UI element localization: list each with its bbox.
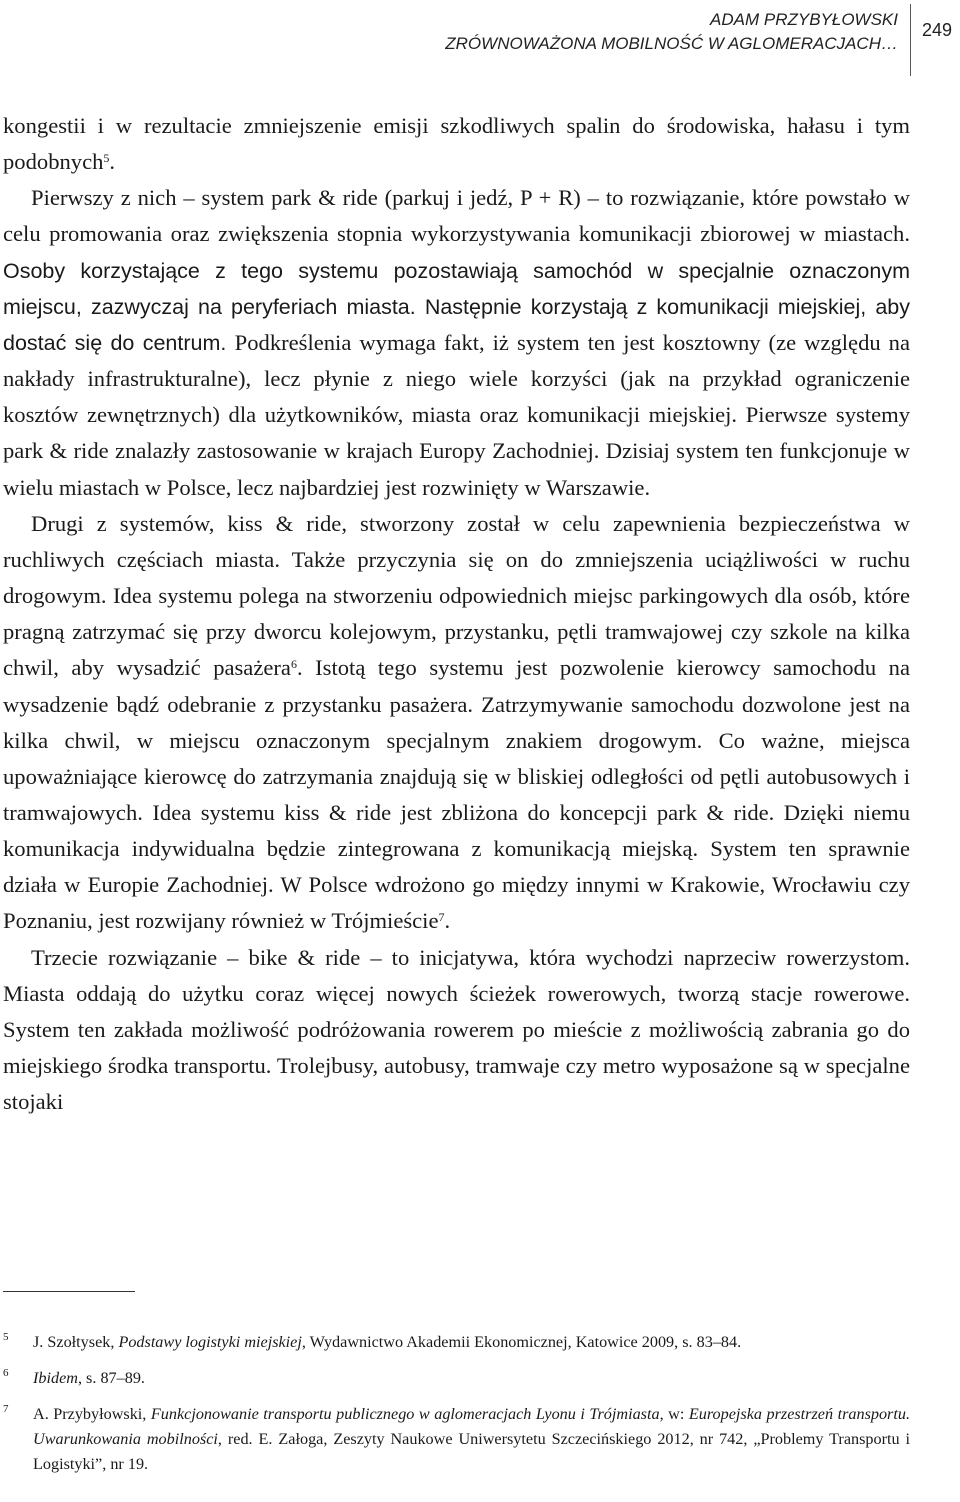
footnote-ref-7: 7: [438, 910, 445, 925]
footnote-7: [3, 1402, 910, 1477]
paragraph-1: [3, 108, 910, 180]
footnote-text: A. Przybyłowski,: [33, 1405, 151, 1423]
footnotes: [3, 1330, 910, 1488]
footnote-text: , s. 87–89.: [77, 1369, 145, 1387]
paragraph-3-text-b: . Istotą tego systemu jest pozwolenie kierowcy samochodu na wysadzenie bądź odebranie z przystanku pasażera. Zatrzymywanie samochodu dozwolone jest na kilka chwil, w miejscu oznaczonym specjalnym znakiem drogowym. Co ważne, miejsca upoważniające kierowcę do zatrzymania znajdują się w bliskiej odległości od pętli autobusowych i tramwajowych. Idea systemu kiss & ride jest zbliżona do koncepcji park & ride. Dzięki niemu komunikacja indywidualna będzie zintegrowana z komunikacją miejską. System ten sprawnie działa w Europie Zachodniej. W Polsce wdrożono go między innymi w Krakowie, Wrocławiu czy Poznaniu, jest rozwijany również w Trójmieście: [3, 655, 910, 934]
paragraph-2-text-b: Osoby korzystające z tego systemu pozostawiają samochód w specjalnie oznaczonym miejscu, zazwyczaj na peryferiach miasta. Następnie korzystają z komunikacji miejskiej, aby dostać się do centrum.: [3, 258, 910, 355]
footnote-number: 7: [3, 1403, 9, 1415]
footnote-title: Podstawy logistyki miejskiej: [118, 1333, 302, 1351]
footnote-ref-5: 5: [103, 151, 110, 166]
footnote-6: [3, 1366, 910, 1391]
paragraph-1-end: .: [109, 149, 116, 175]
footnote-title: Funkcjonowanie transportu publicznego w aglomeracjach Lyonu i Trójmiasta: [150, 1405, 660, 1423]
footnote-number: 6: [3, 1367, 9, 1379]
footnote-title: Europejska przestrzeń transportu. Uwarunkowania mobilności: [33, 1405, 910, 1448]
paragraph-3-text-a: Drugi z systemów, kiss & ride, stworzony został w celu zapewnienia bezpieczeństwa w ruchliwych częściach miasta. Także przyczynia się on do zmniejszenia uciążliwości w ruchu drogowym. Idea systemu polega na stworzeniu odpowiednich miejsc parkingowych dla osób, które pragną zatrzymać się przy dworcu kolejowym, przystanku, pętli tramwajowej czy szkole na kilka chwil, aby wysadzić pasażera: [3, 510, 910, 681]
paragraph-4-text: Trzecie rozwiązanie – bike & ride – to inicjatywa, która wychodzi naprzeciw rowerzystom. Miasta oddają do użytku coraz więcej nowych ścieżek rowerowych, tworzą stacje rowerowe. System ten zakłada możliwość podróżowania rowerem po mieście z możliwością zabrania go do miejskiego środka transportu. Trolejbusy, autobusy, tramwaje czy metro wyposażone są w specjalne stojaki: [3, 944, 910, 1115]
paragraph-1-text: kongestii i w rezultacie zmniejszenie emisji szkodliwych spalin do środowiska, hałasu i tym podobnych: [3, 113, 910, 175]
paragraph-3-text-c: .: [444, 908, 451, 934]
footnote-5: [3, 1330, 910, 1355]
paragraph-3: [3, 506, 910, 940]
footnote-text: , Wydawnictwo Akademii Ekonomicznej, Katowice 2009, s. 83–84.: [301, 1333, 742, 1351]
running-header: [445, 8, 898, 56]
footnote-text: , w:: [659, 1405, 689, 1423]
footnote-title: Ibidem: [33, 1369, 78, 1387]
footnote-text: , red. E. Załoga, Zeszyty Naukowe Uniwersytetu Szczecińskiego 2012, nr 742, „Problemy Transportu i Logistyki”, nr 19.: [33, 1430, 911, 1473]
page-number: 249: [922, 20, 953, 40]
footnote-ref-6: 6: [290, 657, 297, 672]
footnote-separator: [3, 1291, 135, 1292]
paragraph-2-text-a: Pierwszy z nich – system park & ride (parkuj i jedź, P + R) – to rozwiązanie, które powstało w celu promowania oraz zwiększenia stopnia wykorzystywania komunikacji zbiorowej w miastach.: [3, 185, 910, 247]
header-author: ADAM PRZYBYŁOWSKI: [710, 10, 898, 29]
paragraph-2-text-c: Podkreślenia wymaga fakt, iż system ten jest kosztowny (ze względu na nakłady infrastrukturalne), lecz płynie z niego wiele korzyści (jak na przykład ograniczenie kosztów zewnętrznych) dla użytkowników, miasta oraz komunikacji miejskiej.: [3, 329, 910, 428]
footnote-number: 5: [3, 1331, 9, 1343]
paragraph-2: [3, 180, 910, 505]
header-title: ZRÓWNOWAŻONA MOBILNOŚĆ W AGLOMERACJACH…: [445, 34, 898, 53]
paragraph-4: [3, 940, 910, 1121]
footnote-text: J. Szołtysek,: [33, 1333, 119, 1351]
body-text: [3, 108, 910, 1120]
paragraph-2-text-d: Pierwsze systemy park & ride znalazły zastosowanie w krajach Europy Zachodniej. Dzisiaj system ten funkcjonuje w wielu miastach w Polsce, lecz najbardziej jest rozwinięty w Warszawie.: [3, 402, 910, 500]
header-divider: [910, 4, 911, 76]
